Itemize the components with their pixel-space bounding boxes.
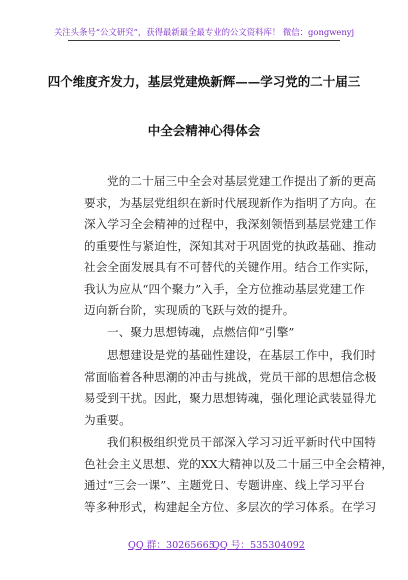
text-line: 深入学习全会精神的过程中，我深刻领悟到基层党建工作 [84, 217, 377, 231]
text-line: 为重要。 [84, 412, 131, 427]
text-line: 社会全面发展具有不可替代的关键作用。结合工作实际， [84, 260, 377, 274]
text-line: 要求，为基层党组织在新时代展现新作为指明了方向。在 [84, 195, 377, 210]
text-line: 党的二十届三中全会对基层党建工作提出了新的更高 [107, 174, 376, 188]
text-line: 易受到干扰。因此，聚力思想铸魂，强化理论武装显得尤 [84, 391, 377, 405]
text-line: 迈向新台阶，实现质的飞跃与效的提升。 [84, 303, 295, 317]
text-line: 通过“三会一课”、主题党日、专题讲座、线上学习平台 [84, 478, 366, 492]
section-heading-1: 一、聚力思想铸魂，点燃信仰“引擎” [107, 324, 295, 339]
page-header [0, 0, 408, 42]
text-line: 常面临着各种思潮的冲击与挑战，党员干部的思想信念极 [84, 369, 377, 384]
header-divider [68, 40, 340, 41]
paragraph-intro [84, 171, 377, 343]
text-line: 我认为应从“四个聚力”入手，全方位推动基层党建工作 [84, 281, 366, 296]
text-line: 色社会主义思想、党的XX大精神以及二十届三中全会精神， [84, 456, 394, 471]
qq-number-link[interactable]: QQ 号：535304092 [212, 540, 305, 551]
document-title-line2: 中全会精神心得体会 [147, 123, 261, 138]
text-line: 等多种形式，构建起全方位、多层次的学习体系。在学习 [84, 499, 377, 514]
text-line: 我们积极组织党员干部深入学习习近平新时代中国特 [107, 435, 376, 449]
document-title-line1: 四个维度齐发力，基层党建焕新辉——学习党的二十届三 [47, 74, 361, 89]
paragraph-study [84, 432, 394, 518]
header-notice: 关注头条号“公文研究”，获得最新最全最专业的公文资料库！ 微信：gongwenyj [53, 27, 355, 37]
qq-group-link[interactable]: QQ 群：30265665 [128, 540, 215, 551]
page-footer [0, 537, 408, 553]
text-line: 思想建设是党的基础性建设，在基层工作中，我们时 [107, 348, 376, 362]
text-line: 的重要性与紧迫性，深知其对于巩固党的执政基础、推动 [84, 238, 377, 253]
paragraph-ideology [84, 345, 377, 431]
